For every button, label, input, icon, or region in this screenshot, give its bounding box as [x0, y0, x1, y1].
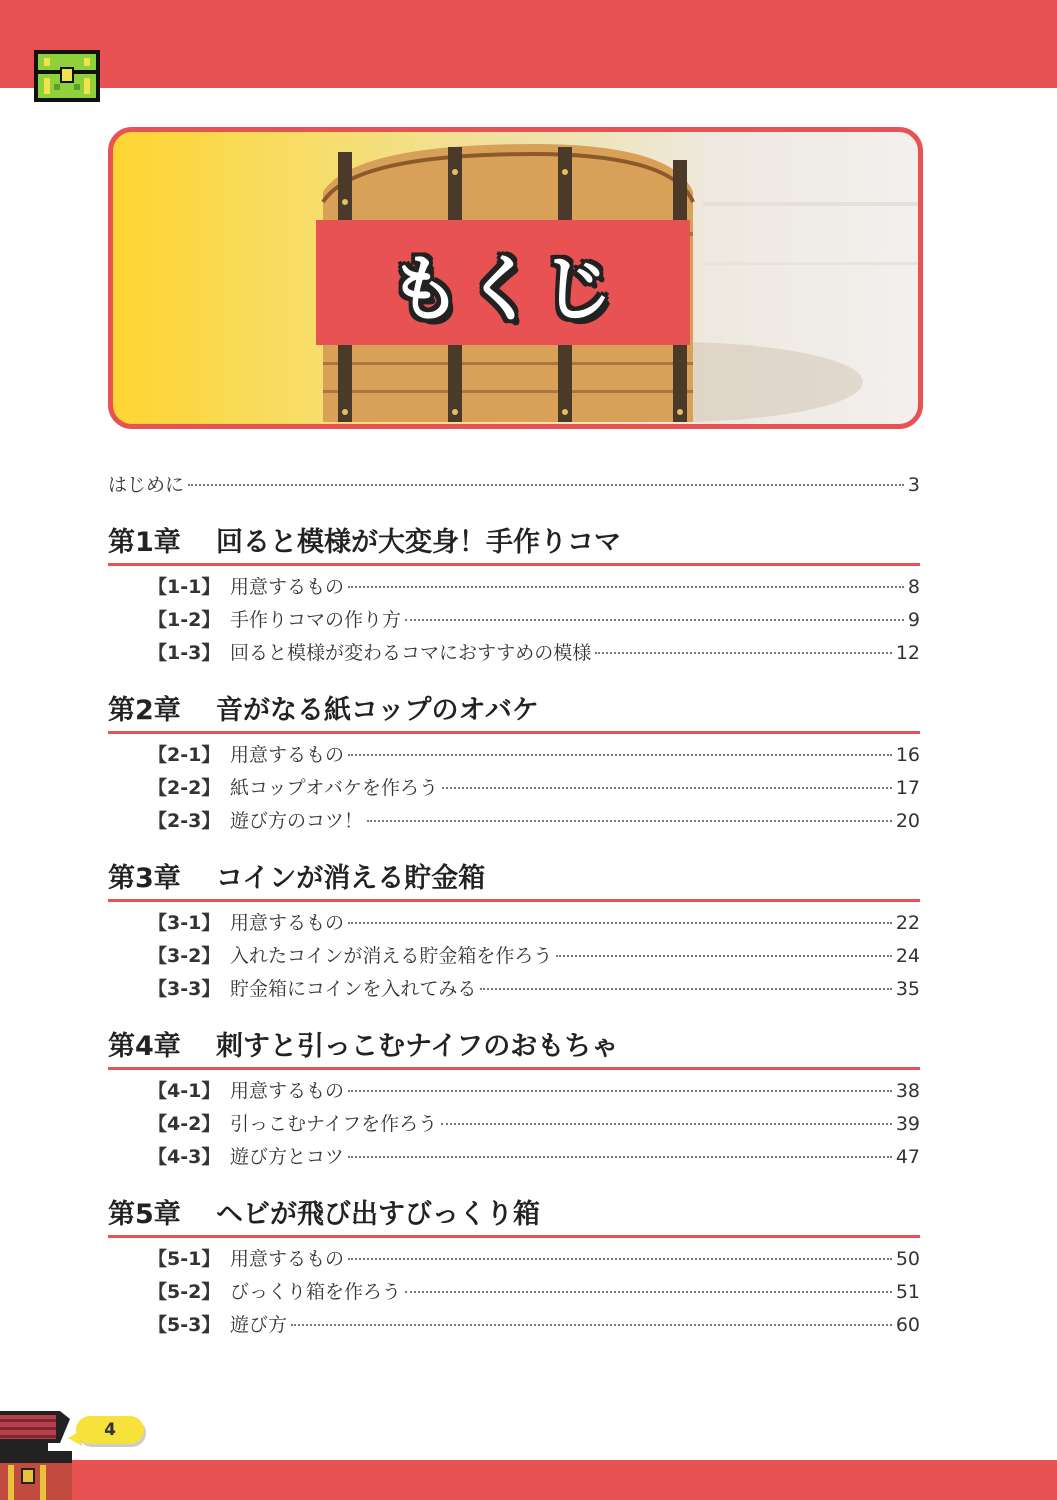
item-code: 【3-3】 — [148, 978, 221, 1000]
chapter-title: 刺すと引っこむナイフのおもちゃ — [216, 1031, 619, 1062]
page-title: もくじ — [388, 246, 617, 331]
toc-intro-page: 3 — [907, 474, 920, 496]
chapter-number: 第5章 — [108, 1199, 181, 1230]
item-page: 51 — [895, 1281, 920, 1303]
toc-item[interactable] — [148, 974, 920, 1007]
toc-item[interactable] — [148, 638, 920, 671]
item-code: 【2-3】 — [148, 810, 221, 832]
item-page: 24 — [895, 945, 920, 967]
chapter-title: コインが消える貯金箱 — [216, 863, 486, 894]
item-page: 9 — [907, 609, 920, 631]
toc-item[interactable] — [148, 1277, 920, 1310]
item-label: 遊び方のコツ！ — [230, 810, 364, 832]
chapter-heading[interactable] — [108, 858, 920, 902]
item-code: 【3-1】 — [148, 912, 221, 934]
dot-leader — [348, 922, 892, 924]
chapter-title: 音がなる紙コップのオバケ — [216, 695, 539, 726]
dot-leader — [348, 586, 904, 588]
item-page: 16 — [895, 744, 920, 766]
item-code: 【4-3】 — [148, 1146, 221, 1168]
chapter-heading[interactable] — [108, 690, 920, 734]
item-page: 8 — [907, 576, 920, 598]
toc-item[interactable] — [148, 1244, 920, 1277]
item-label: 貯金箱にコインを入れてみる — [230, 978, 477, 1000]
toc-intro-label: はじめに — [108, 474, 185, 496]
dot-leader — [405, 1291, 892, 1293]
item-label: びっくり箱を作ろう — [230, 1281, 402, 1303]
chapter-heading[interactable] — [108, 1026, 920, 1070]
footer-band — [0, 1460, 1057, 1500]
pixel-chest-icon — [0, 1403, 72, 1500]
dot-leader — [367, 820, 892, 822]
item-code: 【2-1】 — [148, 744, 221, 766]
item-code: 【4-2】 — [148, 1113, 221, 1135]
page-number-badge — [76, 1416, 144, 1444]
dot-leader — [595, 652, 892, 654]
item-page: 60 — [895, 1314, 920, 1336]
dot-leader — [348, 1258, 892, 1260]
item-label: 遊び方 — [230, 1314, 288, 1336]
chapter-title: ヘビが飛び出すびっくり箱 — [216, 1199, 540, 1230]
item-label: 遊び方とコツ — [230, 1146, 345, 1168]
toc-item[interactable] — [148, 740, 920, 773]
item-label: 用意するもの — [230, 744, 345, 766]
toc-item[interactable] — [148, 806, 920, 839]
header-band — [0, 0, 1057, 88]
item-label: 紙コップオバケを作ろう — [230, 777, 439, 799]
chapter-5 — [108, 1194, 920, 1343]
item-code: 【1-3】 — [148, 642, 221, 664]
dot-leader — [442, 787, 892, 789]
item-code: 【5-1】 — [148, 1248, 221, 1270]
item-label: 入れたコインが消える貯金箱を作ろう — [230, 945, 553, 967]
dot-leader — [348, 1156, 892, 1158]
title-box — [316, 220, 690, 345]
dot-leader — [556, 955, 891, 957]
item-page: 38 — [895, 1080, 920, 1102]
dot-leader — [405, 619, 904, 621]
chapter-number: 第1章 — [108, 527, 181, 558]
item-code: 【5-3】 — [148, 1314, 221, 1336]
item-page: 39 — [895, 1113, 920, 1135]
page-number: 4 — [104, 1420, 116, 1440]
item-page: 50 — [895, 1248, 920, 1270]
toc-intro-row[interactable] — [108, 470, 920, 506]
toc-item[interactable] — [148, 572, 920, 605]
chapter-3 — [108, 858, 920, 1007]
chapter-title: 回ると模様が大変身！手作りコマ — [216, 527, 621, 558]
dot-leader — [348, 1090, 892, 1092]
chapter-heading[interactable] — [108, 522, 920, 566]
item-label: 用意するもの — [230, 576, 345, 598]
item-page: 20 — [895, 810, 920, 832]
item-page: 12 — [895, 642, 920, 664]
item-label: 用意するもの — [230, 912, 345, 934]
chapter-2 — [108, 690, 920, 839]
toc-item[interactable] — [148, 1109, 920, 1142]
chapter-number: 第2章 — [108, 695, 181, 726]
item-code: 【2-2】 — [148, 777, 221, 799]
dot-leader — [480, 988, 891, 990]
chapter-heading[interactable] — [108, 1194, 920, 1238]
item-code: 【1-2】 — [148, 609, 221, 631]
item-page: 17 — [895, 777, 920, 799]
toc-item[interactable] — [148, 605, 920, 638]
dot-leader — [291, 1324, 892, 1326]
item-label: 引っこむナイフを作ろう — [230, 1113, 438, 1135]
item-code: 【5-2】 — [148, 1281, 221, 1303]
toc-item[interactable] — [148, 1142, 920, 1175]
treasure-chest-icon — [34, 50, 100, 102]
toc-item[interactable] — [148, 773, 920, 806]
toc-item[interactable] — [148, 908, 920, 941]
toc-item[interactable] — [148, 1310, 920, 1343]
toc-item[interactable] — [148, 1076, 920, 1109]
chapter-4 — [108, 1026, 920, 1175]
item-code: 【3-2】 — [148, 945, 221, 967]
item-label: 用意するもの — [230, 1080, 345, 1102]
chapter-1 — [108, 522, 920, 671]
item-page: 35 — [895, 978, 920, 1000]
item-label: 手作りコマの作り方 — [230, 609, 402, 631]
item-code: 【1-1】 — [148, 576, 221, 598]
item-page: 22 — [895, 912, 920, 934]
item-page: 47 — [895, 1146, 920, 1168]
item-label: 回ると模様が変わるコマにおすすめの模様 — [230, 642, 592, 664]
dot-leader — [188, 484, 904, 486]
chapter-number: 第3章 — [108, 863, 181, 894]
dot-leader — [348, 754, 892, 756]
toc-item[interactable] — [148, 941, 920, 974]
item-label: 用意するもの — [230, 1248, 345, 1270]
dot-leader — [441, 1123, 892, 1125]
item-code: 【4-1】 — [148, 1080, 221, 1102]
chapter-number: 第4章 — [108, 1031, 181, 1062]
